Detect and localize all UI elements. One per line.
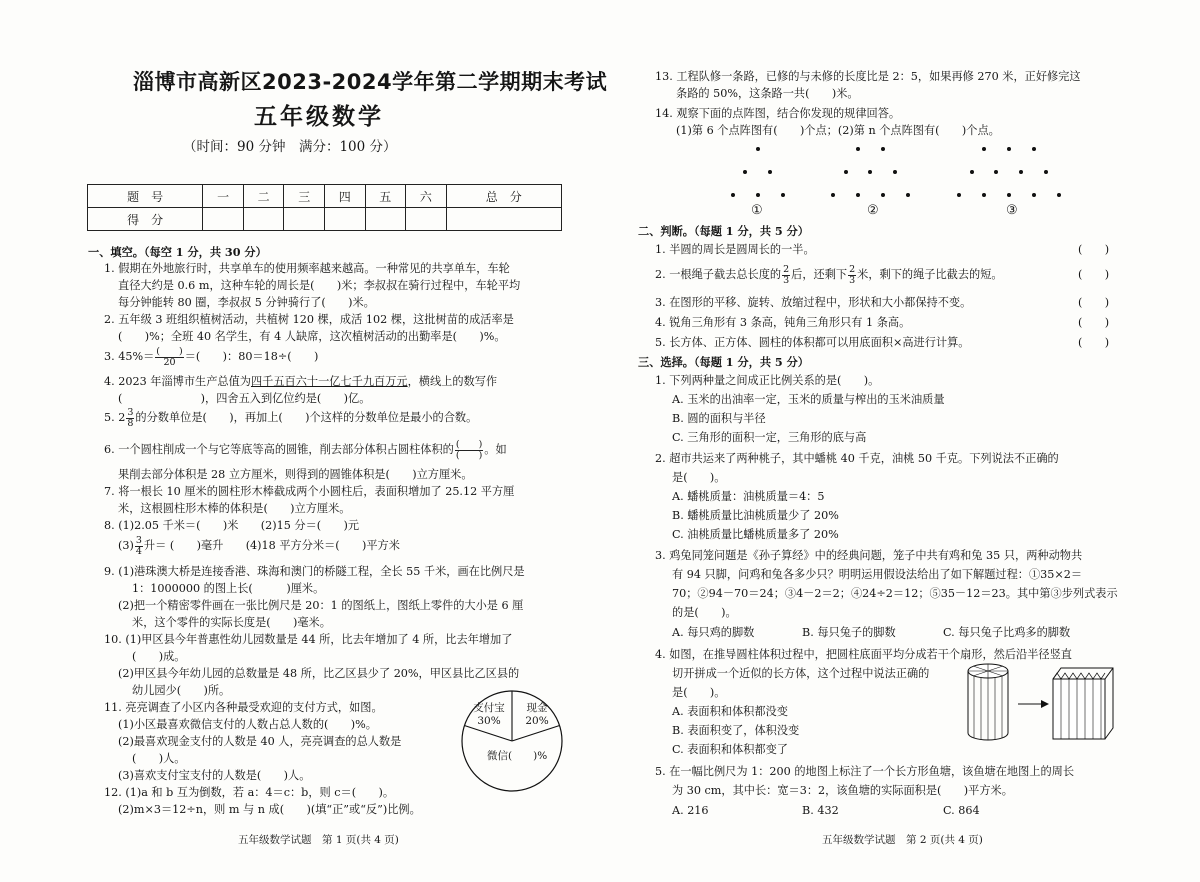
choice-question: 5. 在一幅比例尺为 1：200 的地图上标注了一个长方形鱼塘，该鱼塘在地图上的周长	[655, 765, 1075, 778]
pattern-3-dot	[994, 170, 998, 174]
answer-paren[interactable]: ( )	[1078, 268, 1110, 281]
pattern-2-dot	[906, 193, 910, 197]
question-text: ( )，四舍五入到亿位约是( )亿。	[118, 392, 371, 405]
question-text: 1：1000000 的图上长( )厘米。	[132, 582, 325, 595]
judge-item: 5. 长方体、正方体、圆柱的体积都可以用底面积×高进行计算。	[655, 336, 970, 349]
pattern-1-dot	[768, 170, 772, 174]
pattern-3-dot	[1007, 147, 1011, 151]
pattern-3-dot	[1032, 193, 1036, 197]
score-value-row	[88, 208, 562, 231]
q8-suffix: 升＝ ( )毫升 (4)18 平方分米＝( )平方米	[143, 539, 400, 552]
pattern-2-dot	[856, 193, 860, 197]
choice-option[interactable]: A. 每只鸡的脚数	[672, 626, 755, 639]
fraction-denominator: 20	[163, 356, 176, 368]
cylinder-cuboid-figure	[965, 660, 1115, 744]
question-text: (2)最喜欢现金支付的人数是 40 人，亮亮调查的总人数是	[118, 735, 402, 748]
section-choice: 三、选择。（每题 1 分，共 5 分）	[638, 355, 809, 369]
fraction-numerator: 2	[783, 263, 790, 275]
fraction-numerator: 2	[849, 263, 856, 275]
question-text: ( )%；全班 40 名学生，有 4 人缺席，这次植树活动的出勤率是( )%。	[118, 330, 506, 343]
fraction-denominator: 3	[783, 274, 790, 286]
fraction-numerator: ( )	[156, 345, 183, 357]
question-text: 14. 观察下面的点阵图，结合你发现的规律回答。	[655, 107, 901, 120]
question-text: 13. 工程队修一条路，已修的与未修的长度比是 2：5，如果再修 270 米，正好修完这	[655, 70, 1081, 83]
question-text: 10. (1)甲区县今年普惠性幼儿园数量是 44 所，比去年增加了 4 所，比去年增加了	[104, 633, 513, 646]
q5-suffix: 的分数单位是( )，再加上( )个这样的分数单位是最小的合数。	[135, 411, 478, 424]
question-text: (1)第 6 个点阵图有( )个点；(2)第 n 个点阵图有( )个点。	[676, 124, 1000, 137]
choice-question: 是( )。	[672, 471, 726, 484]
section-fill-blank: 一、填空。（每空 1 分，共 30 分）	[88, 245, 267, 259]
question-text: 9. (1)港珠澳大桥是连接香港、珠海和澳门的桥隧工程，全长 55 千米，画在比例尺是	[104, 565, 525, 578]
question-8-3	[118, 533, 400, 559]
q5-fraction	[126, 408, 134, 429]
question-text: (2)甲区县今年幼儿园的总数量是 48 所，比乙区县少了 20%，甲区县比乙区县的	[118, 667, 520, 680]
question-text: 每分钟能转 80 圈，李叔叔 5 分钟骑行了( )米。	[118, 296, 375, 309]
pattern-2-dot	[881, 193, 885, 197]
figure-label-3: ③	[1006, 203, 1018, 218]
question-4	[104, 375, 497, 389]
pattern-3-dot	[1057, 193, 1061, 197]
q3-suffix: ＝( )：80＝18÷( )	[184, 350, 319, 363]
answer-paren[interactable]: ( )	[1078, 243, 1110, 256]
question-text: 8. (1)2.05 千米＝( )米 (2)15 分＝( )元	[104, 519, 360, 532]
choice-question: 70；②94－70＝24；③4－2＝2；④24÷2＝12；⑤35－12＝23。其中第③步列式表示	[672, 587, 1118, 600]
question-text: 条路的 50%，这条路一共( )米。	[676, 87, 859, 100]
fraction-numerator: 3	[127, 406, 134, 418]
question-text: 12. (1)a 和 b 互为倒数，若 a：4＝c：b，则 c＝( )。	[104, 786, 395, 799]
choice-question: 为 30 cm，其中长：宽＝3：2，该鱼塘的实际面积是( )平方米。	[672, 784, 1013, 797]
pattern-3-dot	[1044, 170, 1048, 174]
question-text: (3)喜欢支付宝支付的人数是( )人。	[118, 769, 311, 782]
choice-question: 4. 如图，在推导圆柱体积过程中，把圆柱底面平均分成若干个扇形，然后沿半径竖直	[655, 648, 1072, 661]
judge-item: 4. 锐角三角形有 3 条高，钝角三角形只有 1 条高。	[655, 316, 911, 329]
pattern-1-dot	[756, 147, 760, 151]
figure-label-1: ①	[751, 203, 763, 218]
question-text: 米，这个零件的实际长度是( )毫米。	[132, 616, 331, 629]
fraction-denominator: 3	[849, 274, 856, 286]
choice-question: 3. 鸡兔同笼问题是《孙子算经》中的经典问题，笼子中共有鸡和兔 35 只，两种动物共	[655, 549, 1083, 562]
choice-question: 2. 超市共运来了两种桃子，其中蟠桃 40 千克，油桃 50 千克。下列说法不正确的	[655, 452, 1059, 465]
pattern-1-dot	[781, 193, 785, 197]
fraction-denominator: ( )	[455, 449, 483, 461]
pattern-3-dot	[1032, 147, 1036, 151]
question-text: (1)小区最喜欢微信支付的人数占总人数的( )%。	[118, 718, 377, 731]
pie-label-text: 支付宝	[473, 702, 505, 714]
question-text: 11. 亮亮调查了小区内各种最受欢迎的支付方式，如图。	[104, 701, 383, 714]
answer-paren[interactable]: ( )	[1078, 316, 1110, 329]
pie-wechat-label: 微信( )%	[487, 750, 548, 762]
pie-cash-label	[519, 702, 555, 728]
pattern-2-dot	[856, 147, 860, 151]
j2-middle: 后，还剩下	[791, 268, 848, 281]
pattern-3-dot	[970, 170, 974, 174]
pattern-2-dot	[893, 170, 897, 174]
judge-item-2	[655, 262, 1003, 288]
score-table	[87, 184, 562, 231]
pattern-3-dot	[957, 193, 961, 197]
choice-option[interactable]: C. 油桃质量比蟠桃质量多了 20%	[672, 528, 839, 541]
choice-option[interactable]: C. 864	[943, 804, 980, 817]
question-6	[104, 437, 507, 463]
score-label: 得 分	[88, 208, 203, 231]
score-cell: 五	[365, 185, 406, 208]
answer-paren[interactable]: ( )	[1078, 336, 1110, 349]
q3-prefix: 3. 45%＝	[104, 350, 155, 363]
j2-fraction-1	[782, 265, 790, 286]
j2-fraction-2	[848, 265, 856, 286]
arrow-icon	[1018, 700, 1049, 708]
judge-item: 3. 在图形的平移、旋转、放缩过程中，形状和大小都保持不变。	[655, 296, 972, 309]
question-3	[104, 344, 318, 370]
section-true-false: 二、判断。（每题 1 分，共 5 分）	[638, 224, 809, 238]
q4-underlined: 四千五百六十一亿七千九百万元	[250, 375, 408, 388]
question-text: (2)m×3＝12÷n，则 m 与 n 成( )(填“正”或“反”)比例。	[118, 803, 421, 816]
q8-fraction	[135, 536, 143, 557]
choice-option[interactable]: B. 每只兔子的脚数	[802, 626, 896, 639]
pattern-2-dot	[881, 147, 885, 151]
q8-prefix: (3)	[118, 539, 134, 552]
question-text: 米，这根圆柱形木棒的体积是( )立方厘米。	[118, 502, 351, 515]
fraction-denominator: 4	[135, 545, 142, 557]
q6-fraction	[455, 440, 483, 461]
score-input[interactable]	[365, 208, 406, 231]
score-cell: 总 分	[446, 185, 561, 208]
choice-option[interactable]: B. 432	[802, 804, 839, 817]
score-cell: 四	[324, 185, 365, 208]
question-text: 1. 假期在外地旅行时，共享单车的使用频率越来越高。一种常见的共享单车，车轮	[104, 262, 510, 275]
figure-label-2: ②	[867, 203, 879, 218]
choice-question: 1. 下列两种量之间成正比例关系的是( )。	[655, 374, 880, 387]
j2-suffix: 米，剩下的绳子比截去的短。	[857, 268, 1003, 281]
dot-pattern-figure	[600, 0, 1200, 230]
choice-option[interactable]: A. 玉米的出油率一定，玉米的质量与榨出的玉米油质量	[672, 393, 945, 406]
score-cell: 六	[406, 185, 447, 208]
choice-option[interactable]: B. 表面积变了，体积没变	[672, 724, 800, 737]
question-text: ( )成。	[132, 650, 186, 663]
score-input[interactable]	[203, 208, 244, 231]
score-cell: 题 号	[88, 185, 203, 208]
pattern-2-dot	[868, 170, 872, 174]
exam-info: （时间：90 分钟 满分：100 分）	[183, 139, 397, 155]
question-text: 幼儿园少( )所。	[132, 684, 231, 697]
cylinder-shape	[968, 664, 1008, 740]
score-header-row	[88, 185, 562, 208]
pie-label-value: 30%	[477, 715, 501, 727]
exam-page-2	[600, 0, 1200, 882]
judge-item: 1. 半圆的周长是圆周长的一半。	[655, 243, 815, 256]
q6-prefix: 6. 一个圆柱削成一个与它等底等高的圆锥，削去部分体积占圆柱体积的	[104, 443, 454, 456]
choice-option[interactable]: A. 表面积和体积都没变	[672, 705, 788, 718]
choice-option[interactable]: B. 圆的面积与半径	[672, 412, 766, 425]
pie-alipay-label	[469, 702, 509, 728]
choice-option[interactable]: C. 三角形的面积一定，三角形的底与高	[672, 431, 867, 444]
choice-question: 有 94 只脚，问鸡和兔各多少只？明明运用假设法给出了如下解题过程：①35×2＝	[672, 568, 1083, 581]
question-text: ( )人。	[132, 752, 186, 765]
question-text: 7. 将一根长 10 厘米的圆柱形木棒截成两个小圆柱后，表面积增加了 25.12 平方厘	[104, 485, 515, 498]
fraction-numerator: 3	[135, 534, 142, 546]
question-text: 2. 五年级 3 班组织植树活动，共植树 120 棵，成活 102 棵，这批树苗的成活率是	[104, 313, 514, 326]
q3-fraction	[155, 347, 183, 368]
pattern-2-dot	[844, 170, 848, 174]
q6-suffix: 。如	[484, 443, 507, 456]
question-5	[104, 405, 477, 431]
pie-label-value: 20%	[525, 715, 549, 727]
j2-prefix: 2. 一根绳子截去总长度的	[655, 268, 782, 281]
question-text: (2)把一个精密零件画在一张比例尺是 20：1 的图纸上，图纸上零件的大小是 6 厘	[118, 599, 524, 612]
cuboid-shape	[1053, 668, 1113, 739]
payment-pie-chart	[459, 688, 565, 794]
pattern-3-dot	[982, 193, 986, 197]
choice-option[interactable]: A. 蟠桃质量：油桃质量＝4：5	[672, 490, 825, 503]
score-cell: 一	[203, 185, 244, 208]
score-input[interactable]	[284, 208, 325, 231]
page-footer: 五年级数学试题 第 1 页(共 4 页)	[238, 834, 399, 846]
exam-title: 淄博市高新区2023-2024学年第二学期期末考试	[133, 70, 608, 94]
q4-suffix: ，横线上的数写作	[407, 375, 498, 388]
pie-label-text: 现金	[526, 702, 548, 714]
question-text: 直径大约是 0.6 m，这种车轮的周长是( )米；李叔叔在骑行过程中，车轮平均	[118, 279, 521, 292]
choice-question: 的是( )。	[672, 606, 737, 619]
choice-option[interactable]: C. 每只兔子比鸡多的脚数	[943, 626, 1071, 639]
q4-prefix: 4. 2023 年淄博市生产总值为	[104, 375, 251, 388]
choice-question: 切开拼成一个近似的长方体，这个过程中说法正确的	[672, 667, 930, 680]
choice-option[interactable]: A. 216	[672, 804, 709, 817]
pattern-3-dot	[982, 147, 986, 151]
choice-option[interactable]: B. 蟠桃质量比油桃质量少了 20%	[672, 509, 839, 522]
score-input[interactable]	[446, 208, 561, 231]
pattern-3-dot	[1019, 170, 1023, 174]
q5-whole: 5. 2	[104, 411, 126, 424]
question-text: 果削去部分体积是 28 立方厘米，则得到的圆锥体积是( )立方厘米。	[118, 468, 473, 481]
answer-paren[interactable]: ( )	[1078, 296, 1110, 309]
score-cell: 二	[243, 185, 284, 208]
score-cell: 三	[284, 185, 325, 208]
pattern-1-dot	[743, 170, 747, 174]
pattern-1-dot	[756, 193, 760, 197]
score-input[interactable]	[324, 208, 365, 231]
score-input[interactable]	[406, 208, 447, 231]
pattern-3-dot	[1007, 193, 1011, 197]
pattern-2-dot	[831, 193, 835, 197]
fraction-numerator: ( )	[455, 438, 483, 450]
fraction-denominator: 8	[127, 417, 134, 429]
figure-svg	[965, 660, 1115, 744]
subject-title: 五年级数学	[254, 103, 384, 130]
page-footer: 五年级数学试题 第 2 页(共 4 页)	[822, 834, 983, 846]
choice-question: 是( )。	[672, 686, 726, 699]
score-input[interactable]	[243, 208, 284, 231]
pattern-1-dot	[731, 193, 735, 197]
choice-option[interactable]: C. 表面积和体积都变了	[672, 743, 788, 756]
